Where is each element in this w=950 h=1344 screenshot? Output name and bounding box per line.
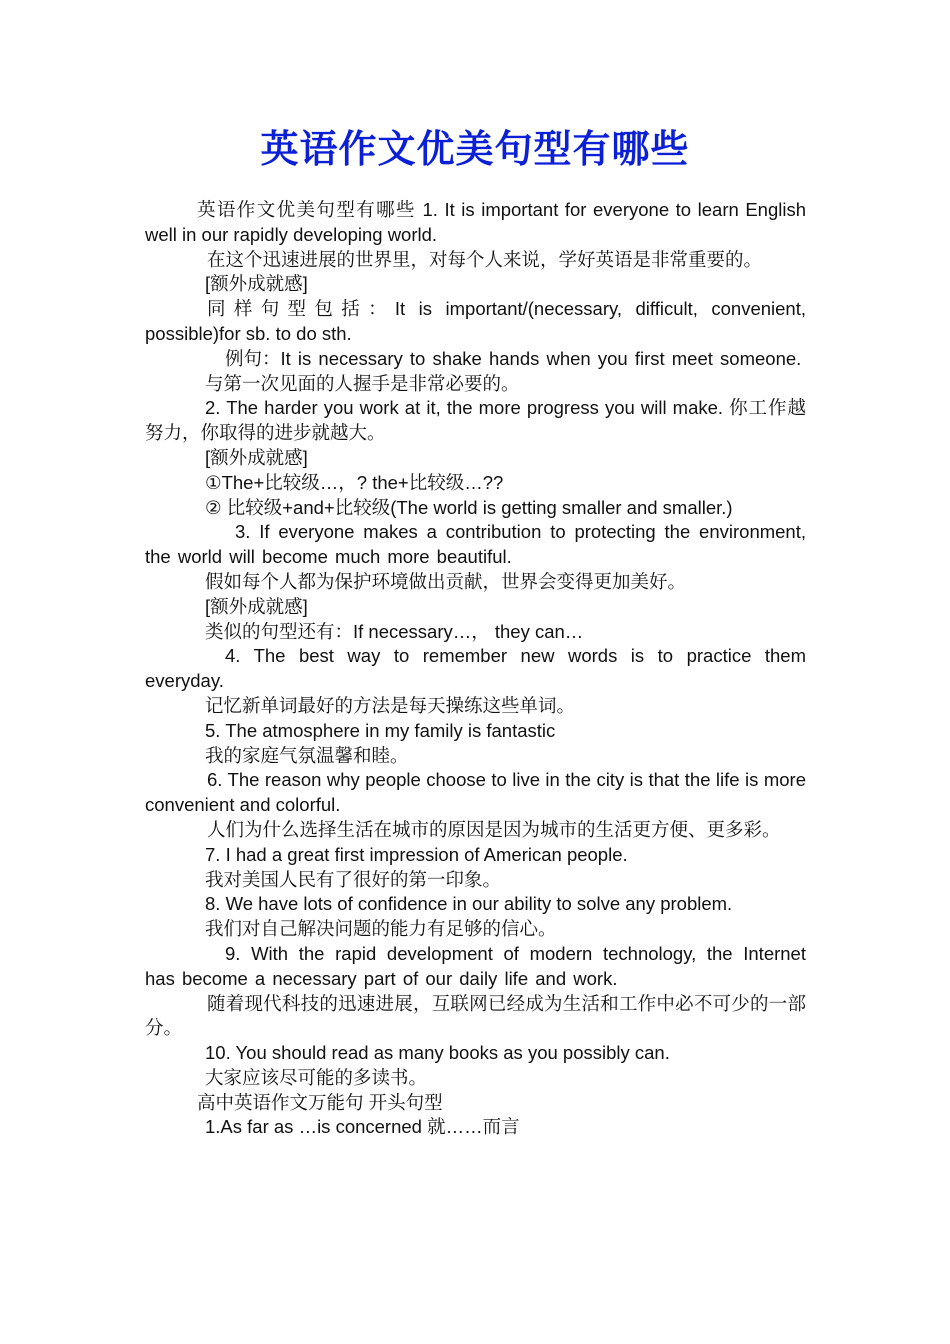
paragraph: 7. I had a great first impression of American people.: [205, 843, 628, 865]
paragraph: 英语作文优美句型有哪些 1. It is important for everyone to learn English well in our rapidly developing world.: [145, 199, 806, 245]
paragraph: 大家应该尽可能的多读书。: [205, 1066, 428, 1088]
paragraph: 我对美国人民有了很好的第一印象。: [205, 868, 502, 890]
paragraph: 随着现代科技的迅速进展，互联网已经成为生活和工作中必不可少的一部分。: [145, 992, 806, 1039]
paragraph: 6. The reason why people choose to live in the city is that the life is more convenient and colorful.: [145, 769, 806, 816]
paragraph: ② 比较级+and+比较级(The world is getting smaller and smaller.): [205, 496, 733, 518]
document-body: [145, 198, 806, 1140]
paragraph: 2. The harder you work at it, the more progress you will make. 你工作越努力，你取得的进步就越大。: [145, 397, 806, 444]
paragraph: [额外成就感]: [205, 446, 308, 468]
paragraph: [额外成就感]: [205, 273, 308, 295]
paragraph: 人们为什么选择生活在城市的原因是因为城市的生活更方便、更多彩。: [207, 818, 781, 840]
paragraph: 10. You should read as many books as you possibly can.: [205, 1042, 670, 1064]
paragraph: 记忆新单词最好的方法是每天操练这些单词。: [205, 694, 576, 716]
paragraph: 3. If everyone makes a contribution to protecting the environment, the world will become much more beautiful.: [145, 521, 806, 568]
page-title: 英语作文优美句型有哪些: [260, 126, 690, 171]
paragraph: 4. The best way to remember new words is to practice them everyday.: [145, 645, 806, 692]
section-heading: 高中英语作文万能句 开头句型: [197, 1091, 443, 1113]
paragraph: 假如每个人都为保护环境做出贡献，世界会变得更加美好。: [205, 570, 687, 592]
paragraph: 9. With the rapid development of modern technology, the Internet has become a necessary part of our daily life and work.: [145, 942, 806, 989]
paragraph: 类似的句型还有：If necessary…， they can…: [205, 620, 584, 642]
paragraph: 我们对自己解决问题的能力有足够的信心。: [205, 918, 557, 940]
paragraph: 与第一次见面的人握手是非常必要的。: [205, 372, 520, 394]
paragraph: 5. The atmosphere in my family is fantastic: [205, 719, 556, 741]
paragraph: 1.As far as …is concerned 就……而言: [205, 1116, 520, 1138]
paragraph: 8. We have lots of confidence in our ability to solve any problem.: [205, 893, 733, 915]
paragraph: ①The+比较级…，? the+比较级…??: [205, 471, 504, 493]
paragraph: [额外成就感]: [205, 595, 308, 617]
paragraph: 例句：It is necessary to shake hands when you first meet someone.: [225, 347, 802, 369]
paragraph: 我的家庭气氛温馨和睦。: [205, 744, 409, 766]
paragraph: 同样句型包括：It is important/(necessary, difficult, convenient, possible)for sb. to do sth.: [145, 298, 806, 344]
paragraph: 在这个迅速进展的世界里，对每个人来说，学好英语是非常重要的。: [207, 248, 763, 270]
